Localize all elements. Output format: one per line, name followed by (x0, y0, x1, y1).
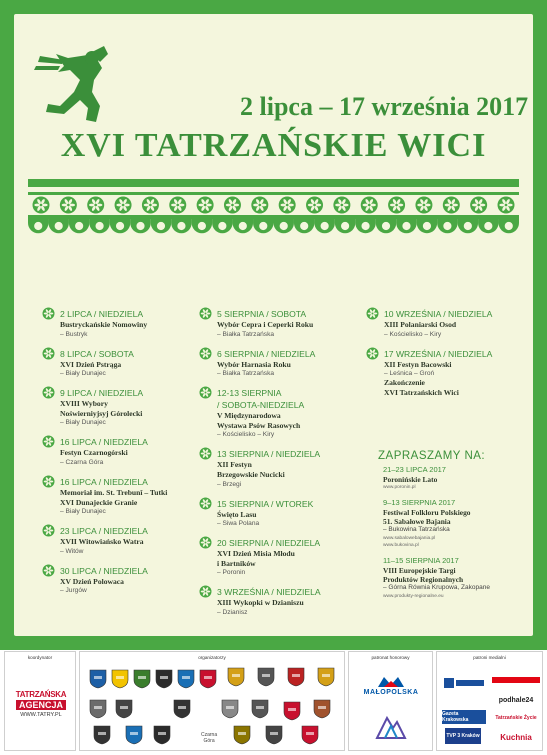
organizer-logo[interactable] (220, 698, 240, 720)
event-name: XV Dzień Polowaca (60, 576, 124, 586)
flower-ornament-icon (251, 197, 268, 214)
flower-ornament-icon (200, 308, 212, 320)
flower-icon (42, 347, 55, 360)
event-name: Wybór Harnasia Roku (217, 359, 291, 369)
media-logo-podhale24[interactable]: podhale24 (498, 696, 534, 704)
flower-ornament-icon (470, 197, 487, 214)
event-date: 23 LIPCA / NIEDZIELA (60, 526, 148, 537)
flower-ornament-icon (200, 586, 212, 598)
event-place: – Biały Dunajec (60, 508, 106, 516)
event-place: – Siwa Polana (217, 520, 260, 528)
flower-ornament-icon (367, 347, 379, 359)
scallop-hole (55, 222, 63, 230)
organizer-logo[interactable] (88, 698, 108, 720)
flower-icon (42, 475, 55, 488)
organizer-logo[interactable] (92, 724, 112, 746)
agency-logo[interactable] (8, 682, 74, 726)
organizers-header: organizatorzy (198, 655, 226, 660)
events-column-3 (366, 308, 526, 406)
scallop-hole (443, 222, 451, 230)
organizer-logo[interactable] (264, 724, 284, 746)
scallop-hole (321, 222, 329, 230)
organizer-logo[interactable] (132, 668, 152, 690)
flower-ornament-icon (142, 197, 159, 214)
flower-ornament-icon (60, 197, 77, 214)
scallop-hole (300, 222, 308, 230)
flower-ornament-icon (43, 436, 55, 448)
flower-ornament-icon (200, 387, 212, 399)
scallop-hole (382, 222, 390, 230)
event-date: 5 SIERPNIA / SOBOTA (217, 309, 307, 319)
event-place: – Czarna Góra (60, 458, 104, 466)
event-item (366, 348, 526, 398)
event-name: XVI Dzień Pstrąga (60, 359, 122, 369)
organizer-logo[interactable] (198, 668, 218, 690)
event-place: – Kościelisko – Kiry (217, 431, 275, 439)
festival-date: 9–13 SIERPNIA 2017 (383, 498, 456, 507)
festival-name: VIII Europejskie Targi Produktów Regionalnych (383, 566, 464, 585)
festival-website[interactable]: www.sabalowebajania.pl www.bukovina.pl (383, 535, 436, 548)
malopolska-logo[interactable] (355, 668, 427, 702)
sponsors-strip (4, 651, 543, 753)
flower-icon (42, 307, 55, 320)
flower-ornament-icon (169, 197, 186, 214)
event-item (42, 348, 192, 379)
flower-icon (42, 564, 55, 577)
scallop-hole (75, 222, 83, 230)
media-logo-zycie[interactable]: Tatrzańskie Życie (495, 715, 537, 721)
scallop-hole (505, 222, 513, 230)
media-logo-gazeta[interactable]: Gazeta Krakowska (442, 710, 486, 724)
event-place: – Biały Dunajec (60, 419, 106, 427)
organizer-logo[interactable] (232, 724, 252, 746)
event-name: XVI Dzień Misia Młodu i Bartników (217, 549, 295, 568)
festival-place: – Górna Równia Krupowa, Zakopane (383, 584, 490, 592)
scallop-hole (34, 222, 42, 230)
event-place: – Jurgów (60, 587, 87, 595)
organizer-logo[interactable] (152, 724, 172, 746)
event-date: 8 LIPCA / SOBOTA (60, 348, 134, 359)
event-item (199, 498, 359, 529)
flower-ornament-icon (43, 525, 55, 537)
flower-icon (199, 386, 212, 399)
agency-url[interactable]: WWW.TATRY.PL (20, 712, 62, 718)
flower-icon (366, 307, 379, 320)
organizers-box (79, 651, 345, 751)
scallop-hole (484, 222, 492, 230)
coordinator-header: koordynator (27, 655, 53, 660)
organizer-logo[interactable] (226, 666, 246, 688)
event-item (199, 348, 359, 379)
scallop-hole (218, 222, 226, 230)
flower-ornament-icon (43, 564, 55, 576)
festival-name: Poronińskie Lato (383, 475, 438, 484)
flower-icon (42, 386, 55, 399)
mountain-logo-icon (375, 710, 407, 742)
event-date: 9 LIPCA / NIEDZIELA (60, 388, 144, 399)
runner-logo-icon (34, 44, 126, 124)
invite-heading: ZAPRASZAMY NA: (378, 450, 486, 462)
scallop-hole (239, 222, 247, 230)
coordinator-box (4, 651, 76, 751)
event-item (42, 565, 192, 596)
festival-website[interactable]: www.poronin.pl (383, 485, 416, 491)
flower-ornament-icon (200, 537, 212, 549)
media-logo-tvp3[interactable]: TVP 3 Kraków (445, 728, 481, 744)
scallop-hole (402, 222, 410, 230)
flower-icon (199, 497, 212, 510)
events-column-2 (199, 308, 359, 626)
scallop-hole (136, 222, 144, 230)
flower-icon (42, 524, 55, 537)
organizer-logo[interactable] (88, 668, 108, 690)
flower-ornament-icon (43, 475, 55, 487)
event-date: 2 LIPCA / NIEDZIELA (60, 309, 144, 319)
event-place: – Bustryk (60, 330, 88, 338)
page-title: XVI TATRZAŃSKIE WICI (60, 127, 487, 164)
organizer-logo[interactable] (154, 668, 174, 690)
scallop-hole (464, 222, 472, 230)
event-place: – Brzegi (217, 480, 242, 488)
event-place: – Białka Tatrzańska (217, 370, 275, 378)
flower-icon (199, 307, 212, 320)
event-item (42, 308, 192, 339)
flower-ornament-icon (306, 197, 323, 214)
event-name: XIII Polaniarski Osod (384, 320, 457, 329)
festival-place: – Bukowina Tatrzańska (383, 526, 450, 534)
event-dates: 2 lipca – 17 września 2017 (240, 92, 529, 121)
flower-ornament-icon (279, 197, 296, 214)
event-date: 10 WRZEŚNIA / NIEDZIELA (384, 309, 493, 319)
event-name: Festyn Czarnogórski (60, 448, 128, 458)
patronage-box (348, 651, 433, 751)
festival-date: 11–15 SIERPNIA 2017 (383, 556, 459, 565)
flower-icon (42, 435, 55, 448)
event-item (42, 525, 192, 556)
malopolska-text: MAŁOPOLSKA (363, 688, 419, 696)
organizer-logo[interactable] (110, 668, 130, 690)
event-date: 30 LIPCA / NIEDZIELA (60, 565, 148, 576)
flower-ornament-icon (388, 197, 405, 214)
event-item (199, 586, 359, 617)
event-date: 12-13 SIERPNIA / SOBOTA-NIEDZIELA (217, 388, 305, 411)
flower-icon (199, 585, 212, 598)
czarna-gora-label: Czarna Góra (201, 732, 218, 744)
flower-ornament-icon (197, 197, 214, 214)
event-item (199, 537, 359, 577)
event-place: – Witów (60, 547, 84, 555)
event-name: XII Festyn Bacowski (384, 359, 452, 369)
festival-item (383, 556, 533, 600)
event-date: 20 SIERPNIA / NIEDZIELA (217, 538, 321, 549)
festival-date: 21–23 LIPCA 2017 (383, 465, 446, 474)
organizer-logo[interactable] (316, 666, 336, 688)
flower-ornament-icon (367, 308, 379, 320)
flower-ornament-icon (115, 197, 132, 214)
event-place: – Białka Tatrzańska (217, 330, 275, 338)
agency-name-bottom: AGENCJA (16, 700, 66, 710)
flower-ornament-icon (33, 197, 50, 214)
event-date: 6 SIERPNIA / NIEDZIELA (217, 348, 316, 359)
flower-ornament-icon (200, 497, 212, 509)
festival-name: Festiwal Folkloru Polskiego 51. Sabałowe Bajania (383, 508, 471, 527)
event-name: Wybór Cepra i Ceperki Roku (217, 320, 314, 329)
flower-ornament-icon (43, 347, 55, 359)
scallop-hole (177, 222, 185, 230)
scallop-hole (341, 222, 349, 230)
event-item (42, 387, 192, 427)
flower-ornament-icon (43, 387, 55, 399)
flower-ornament-icon (200, 347, 212, 359)
event-item (199, 448, 359, 488)
event-date: 16 LIPCA / NIEDZIELA (60, 476, 148, 487)
agency-name-top: TATRZAŃSKA (15, 690, 67, 699)
flower-icon (199, 536, 212, 549)
event-item (199, 387, 359, 439)
event-place: – Leśnica – Groń (384, 370, 435, 378)
organizer-logo[interactable] (286, 666, 306, 688)
scallop-hole (361, 222, 369, 230)
organizer-logo[interactable] (282, 700, 302, 722)
media-box (436, 651, 543, 751)
event-item (42, 476, 192, 516)
event-date: 16 LIPCA / NIEDZIELA (60, 437, 148, 448)
organizer-logo[interactable] (250, 698, 270, 720)
scallop-hole (198, 222, 206, 230)
media-logo-top[interactable] (492, 674, 540, 686)
event-name: XIII Wykopki w Dzianiszu (217, 598, 304, 608)
poster-panel (14, 14, 533, 636)
flower-ornament-icon (224, 197, 241, 214)
event-item (199, 308, 359, 339)
event-name: XVIII Wybory Noświerniyjsyj Górolecki (60, 399, 143, 418)
event-name: Memoriał im. St. Trebunî – Tutki XVI Dunajeckie Granie (60, 487, 168, 507)
festival-item (383, 465, 533, 491)
media-header: patroni medialni (473, 655, 506, 660)
festival-website[interactable]: www.produkty-regionalne.eu (383, 593, 444, 599)
event-name: XVII Witowiańsko Watra (60, 537, 144, 547)
flower-ornament-icon (43, 308, 55, 320)
organizer-logo[interactable] (124, 724, 144, 746)
scallop-hole (423, 222, 431, 230)
flower-ornament-icon (361, 197, 378, 214)
flower-icon (199, 447, 212, 460)
organizer-logo[interactable] (172, 698, 192, 720)
event-item (42, 436, 192, 467)
organizer-logo[interactable] (300, 724, 320, 746)
organizer-logo[interactable] (256, 666, 276, 688)
event-date: 15 SIERPNIA / WTOREK (217, 498, 314, 509)
event-name: XII Festyn Brzegowskie Nucicki (217, 460, 285, 479)
event-place: – Dzianisz (217, 608, 248, 616)
flower-ornament-icon (443, 197, 460, 214)
scallop-hole (259, 222, 267, 230)
scallop-hole (157, 222, 165, 230)
event-date: 17 WRZEŚNIA / NIEDZIELA (384, 348, 493, 359)
flower-icon (199, 347, 212, 360)
event-closing: Zakończenie XVI Tatrzańskich Wici (384, 378, 459, 397)
flower-ornament-icon (333, 197, 350, 214)
flower-ornament-icon (498, 197, 515, 214)
event-name: V Międzynarodowa Wystawa Psów Rasowych (217, 411, 301, 430)
event-place: – Poronin (217, 569, 246, 577)
scallop-hole (116, 222, 124, 230)
event-item (366, 308, 526, 339)
organizer-logo[interactable] (176, 668, 196, 690)
event-date: 3 WRZEŚNIA / NIEDZIELA (217, 587, 321, 598)
malopolska-crown-icon (376, 675, 406, 689)
events-column-1 (42, 308, 192, 604)
patronage-header: patronat honorowy (371, 655, 410, 660)
flower-ornament-icon (200, 448, 212, 460)
scallop-hole (280, 222, 288, 230)
event-name: Bustryckańskie Nomowiny (60, 320, 148, 329)
festival-item (383, 498, 533, 549)
event-name: Święto Lasu (217, 509, 257, 519)
flower-ornament-icon (415, 197, 432, 214)
organizer-logo[interactable] (312, 698, 332, 720)
scallop-hole (96, 222, 104, 230)
event-place: – Kościelisko – Kiry (384, 330, 442, 338)
flower-ornament-icon (87, 197, 104, 214)
organizer-logo[interactable] (114, 698, 134, 720)
event-place: – Biały Dunajec (60, 370, 106, 378)
media-logo-red[interactable] (442, 674, 486, 690)
media-logo-kuchnia[interactable]: Kuchnia (500, 732, 532, 742)
event-date: 13 SIERPNIA / NIEDZIELA (217, 449, 321, 460)
ornament-band (14, 179, 533, 247)
flower-icon (366, 347, 379, 360)
